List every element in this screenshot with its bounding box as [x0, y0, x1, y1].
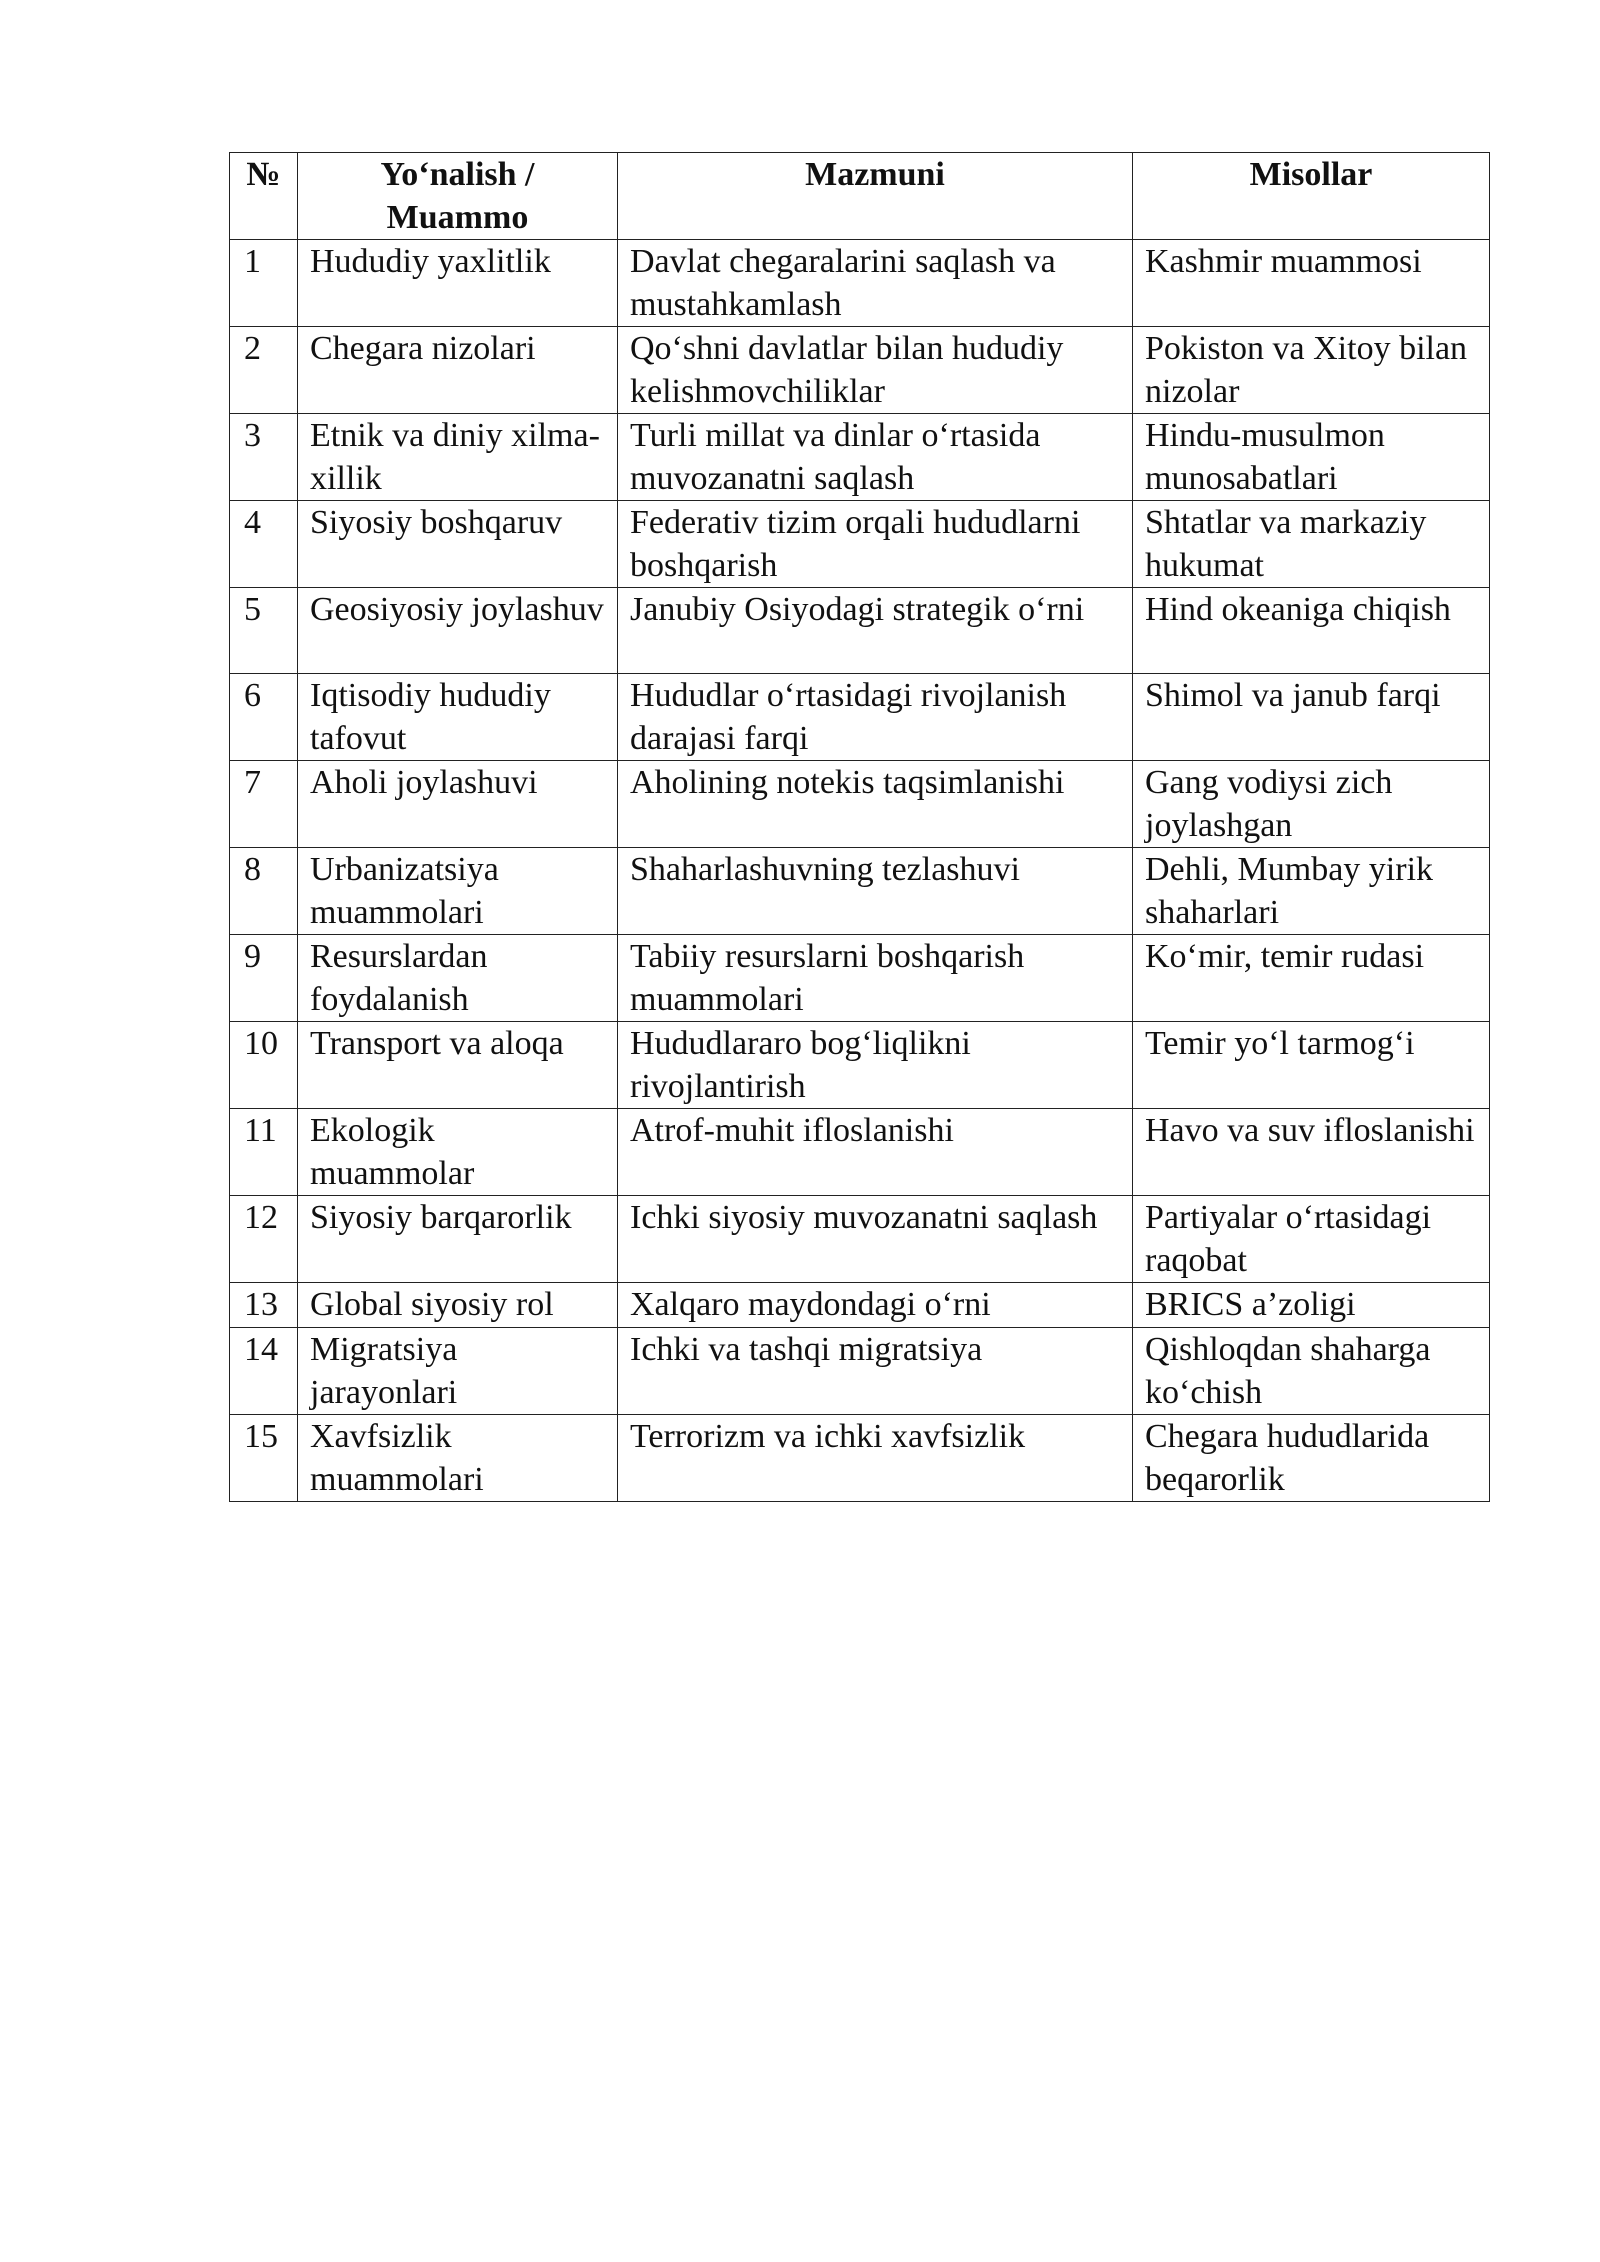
row-direction: Siyosiy boshqaruv: [298, 501, 618, 588]
row-content: Aholining notekis taqsimlanishi: [618, 761, 1133, 848]
row-content: Terrorizm va ichki xavfsizlik: [618, 1415, 1133, 1502]
row-content: Xalqaro maydondagi o‘rni: [618, 1283, 1133, 1328]
header-direction: Yo‘nalish / Muammo: [298, 153, 618, 240]
row-direction: Urbanizatsiya muammolari: [298, 848, 618, 935]
table-row: [230, 1022, 1490, 1109]
issues-table: [229, 152, 1490, 1502]
row-examples: Hindu-musulmon munosabatlari: [1133, 414, 1490, 501]
row-examples: Partiyalar o‘rtasidagi raqobat: [1133, 1196, 1490, 1283]
table-header-row: [230, 153, 1490, 240]
table-row: [230, 588, 1490, 674]
row-direction: Chegara nizolari: [298, 327, 618, 414]
table-row: [230, 674, 1490, 761]
table-row: [230, 240, 1490, 327]
table-row: [230, 761, 1490, 848]
row-number: 12: [230, 1196, 298, 1283]
row-direction: Xavfsizlik muammolari: [298, 1415, 618, 1502]
header-content: Mazmuni: [618, 153, 1133, 240]
header-number: №: [230, 153, 298, 240]
row-content: Hududlararo bog‘liqlikni rivojlantirish: [618, 1022, 1133, 1109]
table-row: [230, 1196, 1490, 1283]
row-number: 13: [230, 1283, 298, 1328]
row-direction: Migratsiya jarayonlari: [298, 1328, 618, 1415]
row-content: Tabiiy resurslarni boshqarish muammolari: [618, 935, 1133, 1022]
row-number: 1: [230, 240, 298, 327]
row-number: 5: [230, 588, 298, 674]
row-direction: Siyosiy barqarorlik: [298, 1196, 618, 1283]
row-examples: Gang vodiysi zich joylashgan: [1133, 761, 1490, 848]
row-number: 10: [230, 1022, 298, 1109]
row-examples: Qishloqdan shaharga ko‘chish: [1133, 1328, 1490, 1415]
row-examples: Pokiston va Xitoy bilan nizolar: [1133, 327, 1490, 414]
row-content: Ichki siyosiy muvozanatni saqlash: [618, 1196, 1133, 1283]
row-content: Hududlar o‘rtasidagi rivojlanish darajasi farqi: [618, 674, 1133, 761]
row-examples: Kashmir muammosi: [1133, 240, 1490, 327]
row-examples: Temir yo‘l tarmog‘i: [1133, 1022, 1490, 1109]
table-row: [230, 935, 1490, 1022]
row-content: Ichki va tashqi migratsiya: [618, 1328, 1133, 1415]
row-examples: Hind okeaniga chiqish: [1133, 588, 1490, 674]
row-number: 14: [230, 1328, 298, 1415]
row-number: 11: [230, 1109, 298, 1196]
row-direction: Etnik va diniy xilma-xillik: [298, 414, 618, 501]
table-row: [230, 1283, 1490, 1328]
row-examples: BRICS a’zoligi: [1133, 1283, 1490, 1328]
row-direction: Ekologik muammolar: [298, 1109, 618, 1196]
row-number: 6: [230, 674, 298, 761]
row-number: 15: [230, 1415, 298, 1502]
row-number: 8: [230, 848, 298, 935]
row-direction: Iqtisodiy hududiy tafovut: [298, 674, 618, 761]
row-number: 9: [230, 935, 298, 1022]
row-content: Davlat chegaralarini saqlash va mustahkamlash: [618, 240, 1133, 327]
row-number: 4: [230, 501, 298, 588]
table-row: [230, 1415, 1490, 1502]
row-direction: Global siyosiy rol: [298, 1283, 618, 1328]
row-content: Janubiy Osiyodagi strategik o‘rni: [618, 588, 1133, 674]
table-row: [230, 414, 1490, 501]
row-content: Turli millat va dinlar o‘rtasida muvozanatni saqlash: [618, 414, 1133, 501]
row-examples: Chegara hududlarida beqarorlik: [1133, 1415, 1490, 1502]
table-row: [230, 1109, 1490, 1196]
row-direction: Geosiyosiy joylashuv: [298, 588, 618, 674]
row-direction: Hududiy yaxlitlik: [298, 240, 618, 327]
row-number: 3: [230, 414, 298, 501]
row-direction: Resurslardan foydalanish: [298, 935, 618, 1022]
row-content: Shaharlashuvning tezlashuvi: [618, 848, 1133, 935]
table-row: [230, 501, 1490, 588]
row-content: Qo‘shni davlatlar bilan hududiy kelishmovchiliklar: [618, 327, 1133, 414]
row-number: 7: [230, 761, 298, 848]
table-row: [230, 1328, 1490, 1415]
table-row: [230, 848, 1490, 935]
row-direction: Aholi joylashuvi: [298, 761, 618, 848]
row-content: Federativ tizim orqali hududlarni boshqarish: [618, 501, 1133, 588]
row-content: Atrof-muhit ifloslanishi: [618, 1109, 1133, 1196]
row-examples: Shimol va janub farqi: [1133, 674, 1490, 761]
row-examples: Shtatlar va markaziy hukumat: [1133, 501, 1490, 588]
header-examples: Misollar: [1133, 153, 1490, 240]
row-examples: Havo va suv ifloslanishi: [1133, 1109, 1490, 1196]
table-row: [230, 327, 1490, 414]
row-examples: Dehli, Mumbay yirik shaharlari: [1133, 848, 1490, 935]
row-number: 2: [230, 327, 298, 414]
row-examples: Ko‘mir, temir rudasi: [1133, 935, 1490, 1022]
row-direction: Transport va aloqa: [298, 1022, 618, 1109]
